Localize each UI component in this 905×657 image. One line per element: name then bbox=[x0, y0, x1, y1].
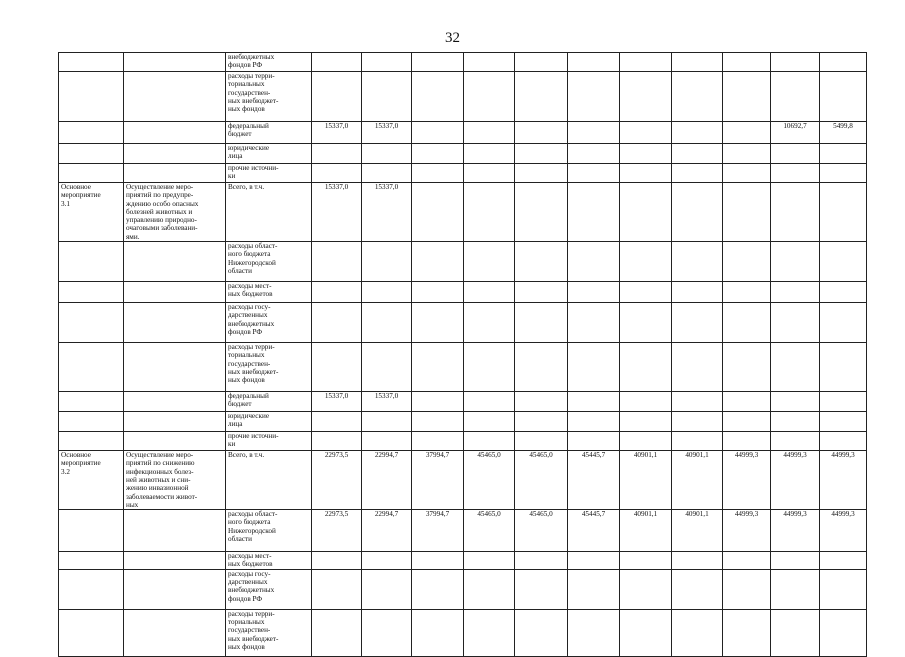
value-cell bbox=[820, 343, 867, 392]
value-cell bbox=[412, 282, 464, 303]
value-cell bbox=[412, 552, 464, 570]
value-cell bbox=[771, 392, 820, 412]
table-row bbox=[59, 282, 867, 303]
value-cell bbox=[771, 53, 820, 72]
value-cell bbox=[672, 569, 723, 609]
value-cell bbox=[568, 552, 620, 570]
value-cell bbox=[412, 122, 464, 144]
table-row bbox=[59, 242, 867, 282]
value-cell bbox=[362, 72, 412, 122]
value-cell bbox=[723, 552, 771, 570]
value-cell bbox=[672, 72, 723, 122]
value-cell bbox=[620, 183, 672, 242]
table-row bbox=[59, 552, 867, 570]
funding-table bbox=[58, 52, 867, 657]
value-cell bbox=[312, 609, 362, 656]
value-cell bbox=[723, 303, 771, 343]
value-cell bbox=[620, 144, 672, 164]
table-row bbox=[59, 609, 867, 656]
funding-source: расходы област- ного бюджета Нижегородской области bbox=[226, 510, 312, 552]
funding-source: прочие источни- ки bbox=[226, 432, 312, 451]
value-cell bbox=[620, 72, 672, 122]
funding-source: расходы госу- дарственных внебюджетных фондов РФ bbox=[226, 569, 312, 609]
measure-label-cell bbox=[59, 144, 124, 164]
value-cell bbox=[312, 72, 362, 122]
value-cell bbox=[312, 569, 362, 609]
value-cell bbox=[771, 432, 820, 451]
value-cell: 44999,3 bbox=[771, 451, 820, 510]
measure-title-cell bbox=[124, 392, 226, 412]
measure-title-cell bbox=[124, 282, 226, 303]
value-cell: 44999,3 bbox=[820, 510, 867, 552]
measure-title-cell bbox=[124, 343, 226, 392]
value-cell bbox=[312, 53, 362, 72]
value-cell bbox=[672, 343, 723, 392]
value-cell bbox=[820, 303, 867, 343]
measure-label: Основное мероприятие 3.1 bbox=[59, 183, 124, 242]
value-cell: 5499,8 bbox=[820, 122, 867, 144]
value-cell bbox=[362, 53, 412, 72]
value-cell bbox=[620, 609, 672, 656]
value-cell bbox=[515, 164, 568, 183]
value-cell: 45465,0 bbox=[515, 510, 568, 552]
value-cell bbox=[312, 144, 362, 164]
value-cell bbox=[515, 552, 568, 570]
value-cell bbox=[312, 412, 362, 432]
value-cell bbox=[820, 392, 867, 412]
value-cell bbox=[820, 72, 867, 122]
value-cell bbox=[362, 569, 412, 609]
value-cell bbox=[771, 552, 820, 570]
value-cell bbox=[412, 609, 464, 656]
value-cell bbox=[312, 432, 362, 451]
value-cell: 15337,0 bbox=[362, 392, 412, 412]
funding-source: расходы мест- ных бюджетов bbox=[226, 552, 312, 570]
value-cell bbox=[515, 412, 568, 432]
value-cell bbox=[464, 164, 515, 183]
value-cell: 22994,7 bbox=[362, 451, 412, 510]
table-row bbox=[59, 392, 867, 412]
funding-source: Всего, в т.ч. bbox=[226, 183, 312, 242]
measure-label-cell bbox=[59, 72, 124, 122]
value-cell bbox=[771, 282, 820, 303]
value-cell bbox=[723, 609, 771, 656]
funding-source: расходы терри- ториальных государствен- ных внебюджет- ных фондов bbox=[226, 609, 312, 656]
value-cell: 44999,3 bbox=[820, 451, 867, 510]
value-cell: 22994,7 bbox=[362, 510, 412, 552]
value-cell bbox=[723, 569, 771, 609]
value-cell: 45465,0 bbox=[515, 451, 568, 510]
value-cell bbox=[723, 392, 771, 412]
value-cell bbox=[515, 72, 568, 122]
value-cell: 22973,5 bbox=[312, 510, 362, 552]
measure-label-cell bbox=[59, 282, 124, 303]
value-cell bbox=[568, 282, 620, 303]
funding-source: федеральный бюджет bbox=[226, 122, 312, 144]
table-row bbox=[59, 432, 867, 451]
value-cell bbox=[464, 303, 515, 343]
value-cell bbox=[672, 412, 723, 432]
value-cell bbox=[672, 242, 723, 282]
value-cell bbox=[515, 303, 568, 343]
value-cell bbox=[568, 609, 620, 656]
funding-source: внебюджетных фондов РФ bbox=[226, 53, 312, 72]
value-cell bbox=[515, 392, 568, 412]
value-cell bbox=[723, 242, 771, 282]
page-number: 32 bbox=[445, 30, 460, 46]
value-cell bbox=[620, 412, 672, 432]
value-cell bbox=[620, 53, 672, 72]
value-cell bbox=[672, 144, 723, 164]
measure-title-cell bbox=[124, 609, 226, 656]
measure-title-cell bbox=[124, 432, 226, 451]
value-cell bbox=[312, 242, 362, 282]
value-cell bbox=[362, 412, 412, 432]
value-cell bbox=[412, 343, 464, 392]
value-cell bbox=[723, 122, 771, 144]
table-row bbox=[59, 122, 867, 144]
value-cell bbox=[672, 282, 723, 303]
value-cell bbox=[464, 183, 515, 242]
measure-title-cell bbox=[124, 569, 226, 609]
value-cell bbox=[515, 282, 568, 303]
value-cell bbox=[620, 303, 672, 343]
value-cell bbox=[672, 164, 723, 183]
value-cell bbox=[312, 282, 362, 303]
value-cell: 10692,7 bbox=[771, 122, 820, 144]
value-cell bbox=[362, 282, 412, 303]
value-cell bbox=[568, 164, 620, 183]
value-cell bbox=[464, 242, 515, 282]
table-row bbox=[59, 510, 867, 552]
value-cell: 45465,0 bbox=[464, 510, 515, 552]
value-cell bbox=[412, 183, 464, 242]
value-cell bbox=[515, 432, 568, 451]
value-cell bbox=[723, 144, 771, 164]
value-cell bbox=[723, 343, 771, 392]
value-cell bbox=[568, 144, 620, 164]
value-cell bbox=[464, 144, 515, 164]
value-cell bbox=[568, 303, 620, 343]
value-cell bbox=[620, 552, 672, 570]
value-cell bbox=[820, 282, 867, 303]
value-cell bbox=[672, 122, 723, 144]
funding-source: прочие источни- ки bbox=[226, 164, 312, 183]
value-cell bbox=[362, 343, 412, 392]
table-row bbox=[59, 72, 867, 122]
value-cell bbox=[820, 144, 867, 164]
measure-title-cell bbox=[124, 552, 226, 570]
value-cell bbox=[362, 552, 412, 570]
value-cell bbox=[620, 282, 672, 303]
measure-label-cell bbox=[59, 609, 124, 656]
value-cell bbox=[620, 242, 672, 282]
value-cell bbox=[362, 432, 412, 451]
value-cell bbox=[620, 164, 672, 183]
value-cell bbox=[771, 164, 820, 183]
funding-source: Всего, в т.ч. bbox=[226, 451, 312, 510]
measure-title-cell bbox=[124, 53, 226, 72]
value-cell: 44999,3 bbox=[723, 510, 771, 552]
value-cell bbox=[723, 164, 771, 183]
measure-title-cell bbox=[124, 412, 226, 432]
value-cell bbox=[568, 343, 620, 392]
value-cell bbox=[820, 242, 867, 282]
value-cell: 45465,0 bbox=[464, 451, 515, 510]
value-cell bbox=[723, 53, 771, 72]
value-cell bbox=[412, 72, 464, 122]
value-cell: 22973,5 bbox=[312, 451, 362, 510]
value-cell bbox=[620, 392, 672, 412]
value-cell bbox=[568, 242, 620, 282]
value-cell bbox=[723, 282, 771, 303]
value-cell bbox=[568, 122, 620, 144]
table-row bbox=[59, 569, 867, 609]
value-cell bbox=[723, 412, 771, 432]
value-cell bbox=[568, 432, 620, 451]
value-cell bbox=[412, 432, 464, 451]
measure-title-cell bbox=[124, 303, 226, 343]
measure-label-cell bbox=[59, 510, 124, 552]
value-cell bbox=[672, 432, 723, 451]
value-cell: 40901,1 bbox=[620, 451, 672, 510]
value-cell bbox=[723, 183, 771, 242]
value-cell bbox=[672, 53, 723, 72]
value-cell bbox=[820, 569, 867, 609]
value-cell: 15337,0 bbox=[362, 183, 412, 242]
value-cell bbox=[464, 122, 515, 144]
value-cell bbox=[771, 569, 820, 609]
value-cell bbox=[620, 122, 672, 144]
measure-title-cell bbox=[124, 122, 226, 144]
value-cell bbox=[515, 144, 568, 164]
value-cell bbox=[312, 303, 362, 343]
table-row bbox=[59, 183, 867, 242]
value-cell bbox=[464, 72, 515, 122]
value-cell bbox=[412, 412, 464, 432]
measure-title: Осуществление меро- приятий по предупре- ждению особо опасных болезней животных и управлению природно- очаговыми заболевани- ями. bbox=[124, 183, 226, 242]
measure-title-cell bbox=[124, 144, 226, 164]
value-cell bbox=[464, 343, 515, 392]
table-row bbox=[59, 53, 867, 72]
value-cell bbox=[820, 609, 867, 656]
value-cell bbox=[412, 242, 464, 282]
value-cell: 44999,3 bbox=[771, 510, 820, 552]
value-cell bbox=[771, 242, 820, 282]
value-cell bbox=[464, 569, 515, 609]
value-cell bbox=[312, 343, 362, 392]
measure-title-cell bbox=[124, 510, 226, 552]
value-cell bbox=[568, 392, 620, 412]
measure-label-cell bbox=[59, 343, 124, 392]
measure-label-cell bbox=[59, 242, 124, 282]
value-cell bbox=[820, 183, 867, 242]
value-cell: 40901,1 bbox=[672, 451, 723, 510]
value-cell bbox=[412, 303, 464, 343]
value-cell bbox=[464, 412, 515, 432]
value-cell: 45445,7 bbox=[568, 510, 620, 552]
value-cell bbox=[771, 609, 820, 656]
value-cell: 44999,3 bbox=[723, 451, 771, 510]
value-cell bbox=[672, 552, 723, 570]
funding-source: расходы област- ного бюджета Нижегородской области bbox=[226, 242, 312, 282]
value-cell: 40901,1 bbox=[620, 510, 672, 552]
value-cell bbox=[362, 242, 412, 282]
value-cell: 37994,7 bbox=[412, 510, 464, 552]
value-cell: 15337,0 bbox=[312, 122, 362, 144]
value-cell bbox=[412, 53, 464, 72]
value-cell bbox=[412, 569, 464, 609]
measure-label-cell bbox=[59, 432, 124, 451]
value-cell bbox=[672, 392, 723, 412]
value-cell bbox=[464, 609, 515, 656]
funding-source: расходы госу- дарственных внебюджетных фондов РФ bbox=[226, 303, 312, 343]
measure-label-cell bbox=[59, 122, 124, 144]
value-cell bbox=[568, 72, 620, 122]
value-cell bbox=[568, 412, 620, 432]
value-cell bbox=[723, 432, 771, 451]
value-cell bbox=[771, 183, 820, 242]
value-cell bbox=[412, 144, 464, 164]
value-cell bbox=[771, 303, 820, 343]
measure-label: Основное мероприятие 3.2 bbox=[59, 451, 124, 510]
value-cell bbox=[820, 552, 867, 570]
table-row bbox=[59, 412, 867, 432]
value-cell bbox=[820, 164, 867, 183]
value-cell bbox=[515, 53, 568, 72]
value-cell bbox=[464, 552, 515, 570]
table-row bbox=[59, 144, 867, 164]
value-cell bbox=[464, 392, 515, 412]
value-cell bbox=[568, 183, 620, 242]
value-cell bbox=[362, 609, 412, 656]
value-cell bbox=[771, 412, 820, 432]
value-cell bbox=[515, 343, 568, 392]
table-row bbox=[59, 343, 867, 392]
table-row bbox=[59, 451, 867, 510]
measure-title: Осуществление меро- приятий по снижению инфекционных болез- ней животных и сни- жению инвазионной заболеваемости живот- ных bbox=[124, 451, 226, 510]
value-cell bbox=[362, 164, 412, 183]
value-cell bbox=[515, 183, 568, 242]
value-cell bbox=[568, 53, 620, 72]
funding-source: юридические лица bbox=[226, 144, 312, 164]
value-cell bbox=[620, 569, 672, 609]
value-cell bbox=[620, 432, 672, 451]
measure-title-cell bbox=[124, 242, 226, 282]
value-cell bbox=[312, 164, 362, 183]
value-cell: 40901,1 bbox=[672, 510, 723, 552]
value-cell bbox=[672, 609, 723, 656]
table-row bbox=[59, 164, 867, 183]
measure-label-cell bbox=[59, 164, 124, 183]
value-cell bbox=[723, 72, 771, 122]
measure-label-cell bbox=[59, 392, 124, 412]
measure-title-cell bbox=[124, 164, 226, 183]
value-cell bbox=[620, 343, 672, 392]
funding-source: федеральный бюджет bbox=[226, 392, 312, 412]
measure-label-cell bbox=[59, 303, 124, 343]
value-cell: 45445,7 bbox=[568, 451, 620, 510]
measure-label-cell bbox=[59, 569, 124, 609]
funding-source: расходы мест- ных бюджетов bbox=[226, 282, 312, 303]
value-cell: 15337,0 bbox=[312, 392, 362, 412]
value-cell bbox=[464, 53, 515, 72]
measure-label-cell bbox=[59, 53, 124, 72]
value-cell bbox=[464, 432, 515, 451]
measure-title-cell bbox=[124, 72, 226, 122]
value-cell: 37994,7 bbox=[412, 451, 464, 510]
value-cell bbox=[515, 242, 568, 282]
value-cell bbox=[362, 303, 412, 343]
value-cell bbox=[820, 53, 867, 72]
value-cell bbox=[515, 122, 568, 144]
value-cell bbox=[820, 412, 867, 432]
value-cell bbox=[515, 569, 568, 609]
funding-source: юридические лица bbox=[226, 412, 312, 432]
measure-label-cell bbox=[59, 552, 124, 570]
value-cell: 15337,0 bbox=[312, 183, 362, 242]
value-cell bbox=[771, 343, 820, 392]
value-cell bbox=[771, 144, 820, 164]
value-cell bbox=[820, 432, 867, 451]
value-cell bbox=[412, 164, 464, 183]
value-cell: 15337,0 bbox=[362, 122, 412, 144]
value-cell bbox=[412, 392, 464, 412]
value-cell bbox=[362, 144, 412, 164]
value-cell bbox=[672, 303, 723, 343]
value-cell bbox=[771, 72, 820, 122]
funding-source: расходы терри- ториальных государствен- ных внебюджет- ных фондов bbox=[226, 72, 312, 122]
value-cell bbox=[312, 552, 362, 570]
value-cell bbox=[515, 609, 568, 656]
value-cell bbox=[568, 569, 620, 609]
value-cell bbox=[672, 183, 723, 242]
funding-source: расходы терри- ториальных государствен- ных внебюджет- ных фондов bbox=[226, 343, 312, 392]
measure-label-cell bbox=[59, 412, 124, 432]
table-row bbox=[59, 303, 867, 343]
value-cell bbox=[464, 282, 515, 303]
